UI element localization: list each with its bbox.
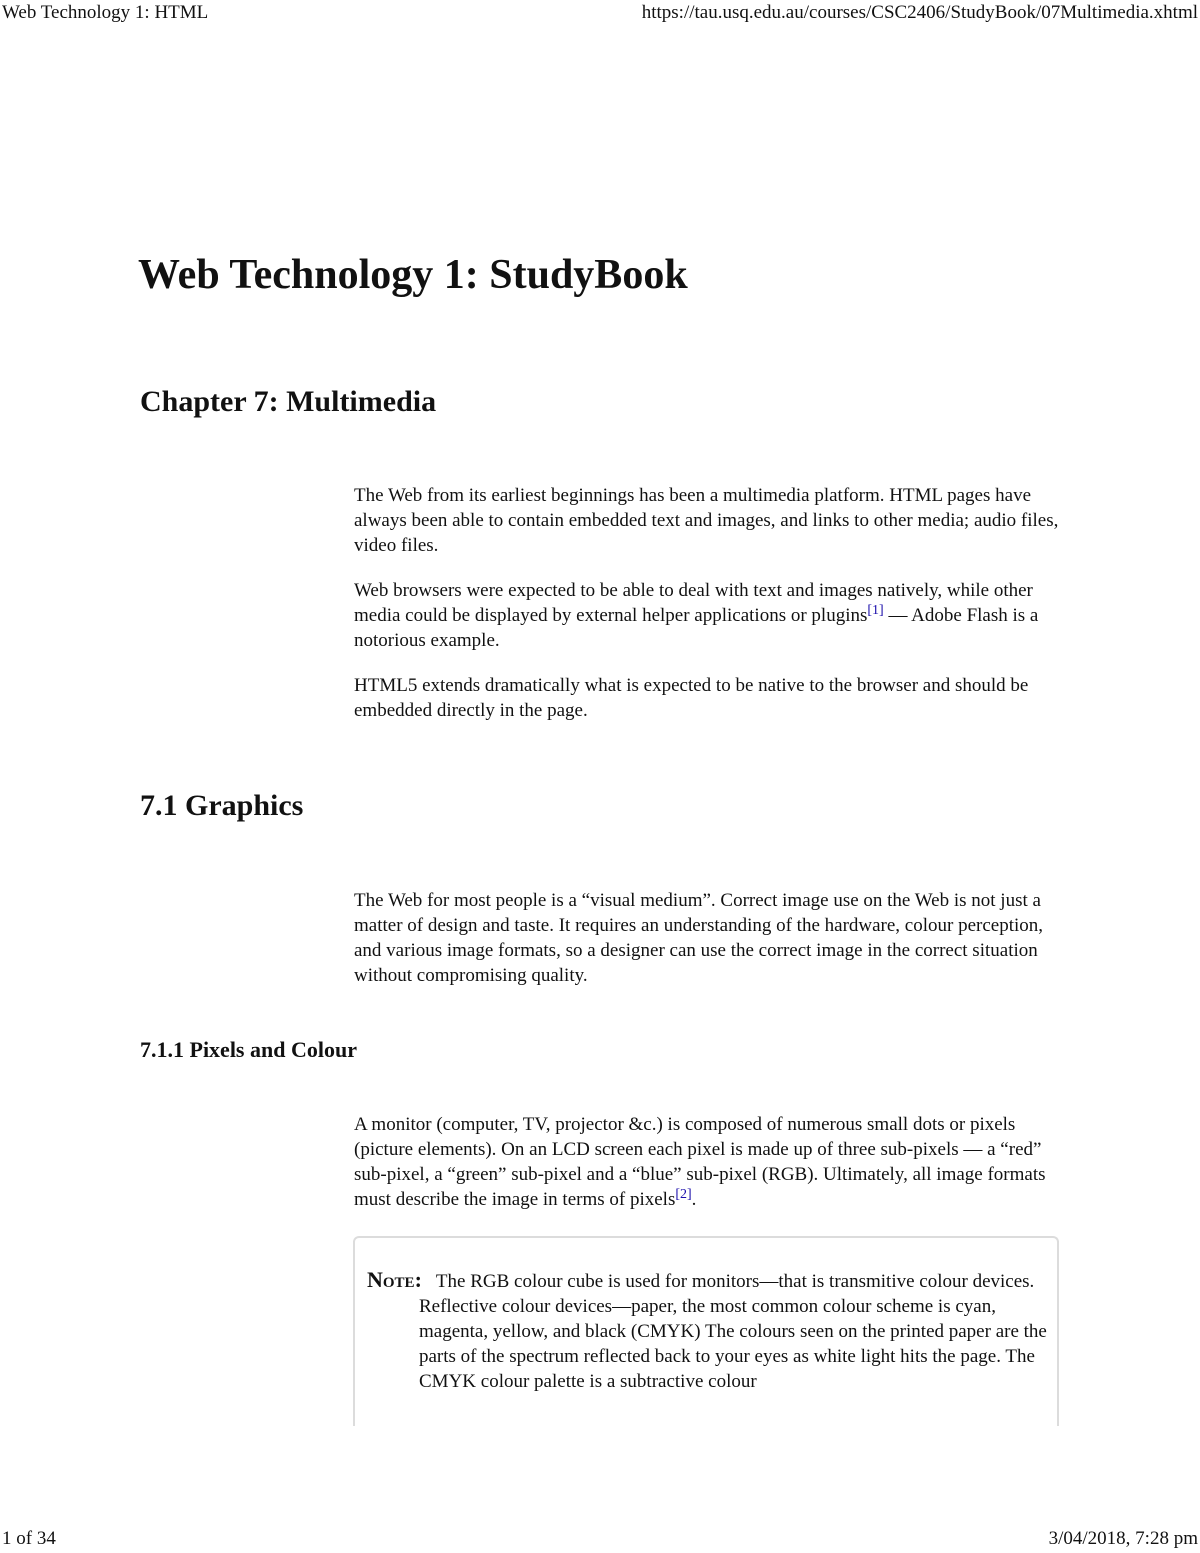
chapter-paragraph-3: HTML5 extends dramatically what is expected to be native to the browser and should be embedded directly in the page. bbox=[354, 675, 1029, 721]
print-header-url: https://tau.usq.edu.au/courses/CSC2406/StudyBook/07Multimedia.xhtml bbox=[641, 2, 1198, 23]
subsection-body bbox=[354, 1112, 1066, 1212]
section-title: 7.1 Graphics bbox=[140, 789, 304, 822]
page-count: 1 of 34 bbox=[2, 1528, 56, 1549]
footnote-ref-2 bbox=[675, 1187, 691, 1202]
print-footer bbox=[2, 1528, 1198, 1550]
print-header bbox=[2, 2, 1198, 24]
chapter-paragraph-2-text: Web browsers were expected to be able to deal with text and images natively, while other media could be displayed by external helper applications or plugins bbox=[354, 580, 1033, 626]
section-paragraph-1: The Web for most people is a “visual medium”. Correct image use on the Web is not just a matter of design and taste. It requires an understanding of the hardware, colour perception, and various image formats, so a designer can use the correct image in the correct situation without compromising quality. bbox=[354, 890, 1044, 986]
note-box bbox=[353, 1236, 1059, 1426]
print-timestamp: 3/04/2018, 7:28 pm bbox=[1048, 1528, 1198, 1549]
chapter-paragraph-1: The Web from its earliest beginnings has been a multimedia platform. HTML pages have always been able to contain embedded text and images, and links to other media; audio files, video files. bbox=[354, 485, 1059, 556]
subsection-paragraph-1-text: A monitor (computer, TV, projector &c.) is composed of numerous small dots or pixels (picture elements). On an LCD screen each pixel is made up of three sub-pixels — a “red” sub-pixel, a “green” sub-pixel and a “blue” sub-pixel (RGB). Ultimately, all image formats must describe the image in terms of pixels bbox=[354, 1114, 1046, 1210]
chapter-intro bbox=[354, 483, 1066, 723]
section-intro bbox=[354, 888, 1066, 988]
chapter-paragraph-2-tail: — Adobe Flash is a notorious example. bbox=[354, 605, 1039, 651]
chapter-paragraph-2 bbox=[354, 578, 1066, 653]
subsection-paragraph-1-tail: . bbox=[691, 1189, 697, 1210]
note-label: Note: bbox=[367, 1267, 422, 1292]
book-title: Web Technology 1: StudyBook bbox=[138, 252, 688, 298]
footnote-link-2[interactable]: [2] bbox=[675, 1187, 692, 1202]
footnote-link-1[interactable]: [1] bbox=[867, 603, 884, 618]
subsection-paragraph-1 bbox=[354, 1112, 1066, 1212]
chapter-title: Chapter 7: Multimedia bbox=[140, 385, 437, 418]
print-header-title: Web Technology 1: HTML bbox=[2, 2, 209, 23]
note-paragraph bbox=[355, 1238, 1057, 1394]
footnote-ref-1 bbox=[867, 603, 883, 618]
subsection-title: 7.1.1 Pixels and Colour bbox=[140, 1037, 357, 1062]
note-text: The RGB colour cube is used for monitors—that is transmitive colour devices. Reflective colour devices—paper, the most common colour scheme is cyan, magenta, yellow, and black (CMYK) The colours seen on the printed paper are the parts of the spectrum reflected back to your eyes as white light hits the page. The CMYK colour palette is a subtractive colour bbox=[419, 1271, 1047, 1392]
